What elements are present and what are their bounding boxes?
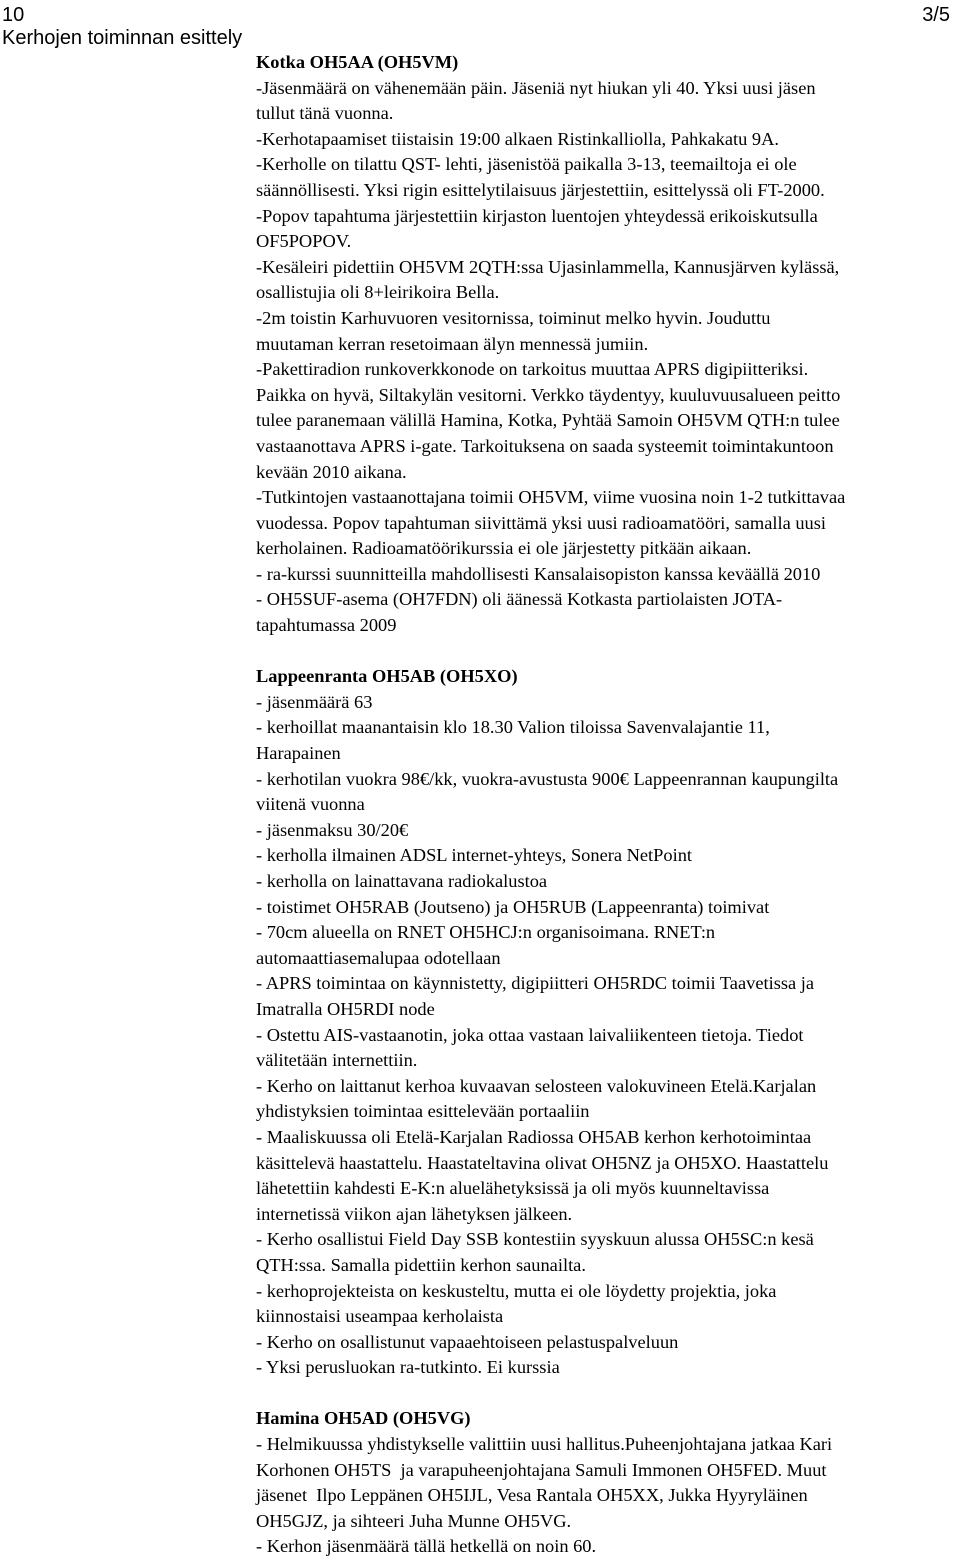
text-line: -Tutkintojen vastaanottajana toimii OH5VM, viime vuosina noin 1-2 tutkittavaa — [256, 487, 846, 508]
text-line: tapahtumassa 2009 — [256, 615, 397, 636]
text-line: - Yksi perusluokan ra-tutkinto. Ei kurssia — [256, 1357, 560, 1378]
text-line: - jäsenmäärä 63 — [256, 691, 373, 712]
text-line: Imatralla OH5RDI node — [256, 998, 435, 1019]
text-line: osallistujia oli 8+leirikoira Bella. — [256, 282, 500, 303]
text-line: OF5POPOV. — [256, 231, 352, 252]
text-line: kiinnostaisi useampaa kerholaista — [256, 1306, 504, 1327]
text-line: muutaman kerran resetoimaan älyn mennessä jumiin. — [256, 333, 649, 354]
text-line: säännöllisesti. Yksi rigin esittelytilaisuus järjestettiin, esittelyssä oli FT-2000. — [256, 179, 825, 200]
text-line: automaattiasemalupaa odotellaan — [256, 947, 501, 968]
document-body — [256, 50, 956, 1560]
text-line: - APRS toimintaa on käynnistetty, digipiitteri OH5RDC toimii Taavetissa ja — [256, 973, 815, 994]
text-line: internetissä viikon ajan lähetyksen jälkeen. — [256, 1203, 573, 1224]
club-section — [256, 664, 956, 1381]
text-line: Paikka on hyvä, Siltakylän vesitorni. Verkko täydentyy, kuuluvuusalueen peitto — [256, 384, 841, 405]
text-line: - Ostettu AIS-vastaanotin, joka ottaa vastaan laivaliikenteen tietoja. Tiedot — [256, 1024, 804, 1045]
club-section — [256, 1406, 956, 1560]
text-line: -Jäsenmäärä on vähenemään päin. Jäseniä nyt hiukan yli 40. Yksi uusi jäsen — [256, 77, 816, 98]
text-line: - Kerhon jäsenmäärä tällä hetkellä on noin 60. — [256, 1536, 597, 1557]
text-line: - kerholla on lainattavana radiokalustoa — [256, 871, 548, 891]
text-line: kerholainen. Radioamatöörikurssia ei ole järjestetty pitkään aikaan. — [256, 538, 752, 559]
text-line: - jäsenmaksu 30/20€ — [256, 819, 409, 840]
text-line: Harapainen — [256, 743, 341, 764]
club-section — [256, 50, 956, 639]
text-line: OH5GJZ, ja sihteeri Juha Munne OH5VG. — [256, 1510, 572, 1531]
text-line: kevään 2010 aikana. — [256, 461, 407, 482]
text-line: viitenä vuonna — [256, 794, 365, 815]
text-line: käsittelevä haastattelu. Haastateltavina olivat OH5NZ ja OH5XO. Haastattelu — [256, 1152, 829, 1173]
text-line: Korhonen OH5TS ja varapuheenjohtajana Samuli Immonen OH5FED. Muut — [256, 1459, 827, 1480]
document-title: Kerhojen toiminnan esittely — [2, 27, 243, 49]
text-line: - kerhoprojekteista on keskusteltu, mutta ei ole löydetty projektia, joka — [256, 1280, 777, 1301]
text-line: - Helmikuussa yhdistykselle valittiin uusi hallitus.Puheenjohtajana jatkaa Kari — [256, 1434, 833, 1455]
text-line: vastaanottava APRS i-gate. Tarkoituksena on saada systeemit toimintakuntoon — [256, 435, 834, 456]
section-title: Lappeenranta OH5AB (OH5XO) — [256, 666, 518, 687]
text-line: - kerhotilan vuokra 98€/kk, vuokra-avustusta 900€ Lappeenrannan kaupungilta — [256, 768, 839, 789]
text-line: -Popov tapahtuma järjestettiin kirjaston luentojen yhteydessä erikoiskutsulla — [256, 205, 818, 226]
text-line: - Kerho osallistui Field Day SSB kontestiin syyskuun alussa OH5SC:n kesä — [256, 1229, 814, 1250]
text-line: QTH:ssa. Samalla pidettiin kerhon saunailta. — [256, 1254, 586, 1275]
section-title: Kotka OH5AA (OH5VM) — [256, 52, 459, 72]
text-line: lähetettiin kahdesti E-K:n aluelähetyksissä ja oli myös kuunneltavissa — [256, 1178, 770, 1199]
text-line: -2m toistin Karhuvuoren vesitornissa, toiminut melko hyvin. Jouduttu — [256, 307, 771, 328]
text-line: - kerhoillat maanantaisin klo 18.30 Valion tiloissa Savenvalajantie 11, — [256, 717, 770, 738]
text-line: tullut tänä vuonna. — [256, 103, 394, 124]
text-line: - 70cm alueella on RNET OH5HCJ:n organisoimana. RNET:n — [256, 922, 716, 943]
text-line: välitetään internettiin. — [256, 1050, 418, 1071]
text-line: - OH5SUF-asema (OH7FDN) oli äänessä Kotkasta partiolaisten JOTA- — [256, 589, 783, 610]
text-line: yhdistyksien toimintaa esittelevään portaaliin — [256, 1101, 590, 1122]
text-line: jäsenet Ilpo Leppänen OH5IJL, Vesa Rantala OH5XX, Jukka Hyyryläinen — [256, 1485, 808, 1506]
text-line: - ra-kurssi suunnitteilla mahdollisesti Kansalaisopiston kanssa keväällä 2010 — [256, 563, 821, 584]
text-line: vuodessa. Popov tapahtuman siivittämä yksi uusi radioamatööri, samalla uusi — [256, 512, 827, 533]
text-line: - Kerho on laittanut kerhoa kuvaavan selosteen valokuvineen Etelä.Karjalan — [256, 1075, 817, 1096]
text-line: - Maaliskuussa oli Etelä-Karjalan Radiossa OH5AB kerhon kerhotoimintaa — [256, 1126, 812, 1147]
text-line: -Pakettiradion runkoverkkonode on tarkoitus muuttaa APRS digipiitteriksi. — [256, 359, 809, 380]
text-line: -Kesäleiri pidettiin OH5VM 2QTH:ssa Ujasinlammella, Kannusjärven kylässä, — [256, 256, 840, 277]
text-line: -Kerhotapaamiset tiistaisin 19:00 alkaen Ristinkalliolla, Pahkakatu 9A. — [256, 128, 780, 149]
section-title: Hamina OH5AD (OH5VG) — [256, 1408, 471, 1429]
text-line: - Kerho on osallistunut vapaaehtoiseen pelastuspalveluun — [256, 1331, 679, 1352]
text-line: tulee paranemaan välillä Hamina, Kotka, Pyhtää Samoin OH5VM QTH:n tulee — [256, 410, 840, 431]
page-number: 10 — [2, 4, 25, 26]
text-line: - toistimet OH5RAB (Joutseno) ja OH5RUB (Lappeenranta) toimivat — [256, 896, 770, 917]
text-line: -Kerholle on tilattu QST- lehti, jäsenistöä paikalla 3-13, teemailtoja ei ole — [256, 154, 797, 175]
page-fraction: 3/5 — [922, 4, 950, 26]
text-line: - kerholla ilmainen ADSL internet-yhteys, Sonera NetPoint — [256, 845, 693, 866]
